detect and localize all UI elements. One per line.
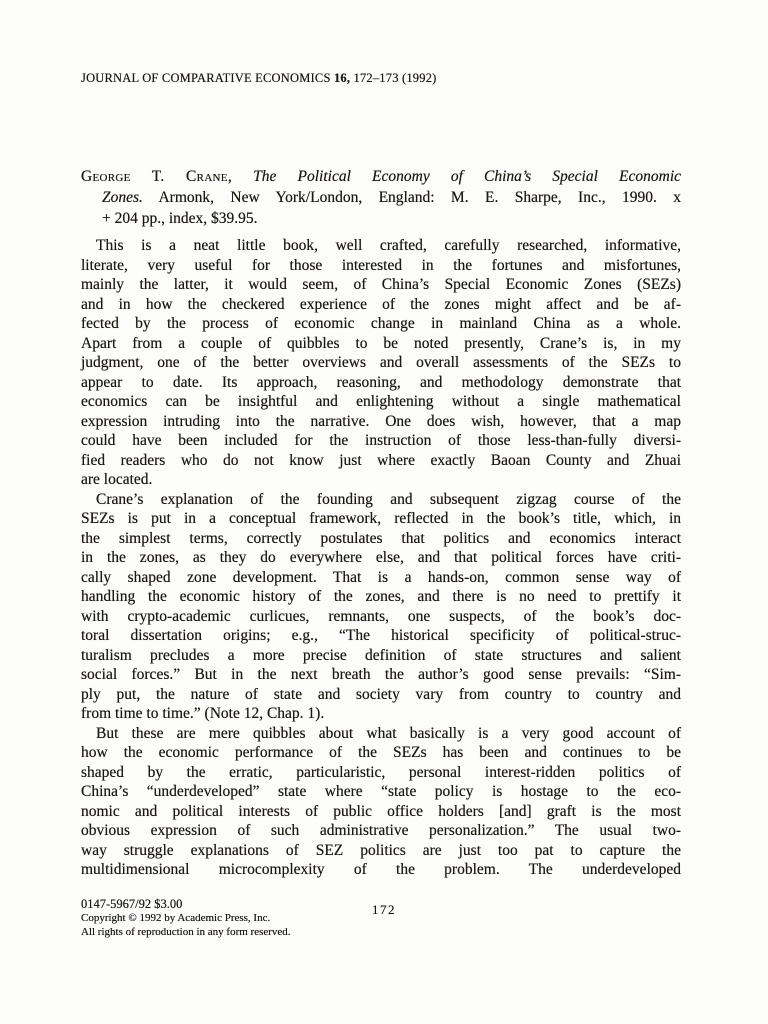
text-line: and in how the checkered experience of the zones might affect and be af- <box>81 295 681 313</box>
text-line: But these are mere quibbles about what basically is a very good account of <box>96 724 681 742</box>
text-line: This is a neat little book, well crafted, carefully researched, informative, <box>96 237 681 254</box>
text-line: expression intruding into the narrative. One does wish, however, that a map <box>81 412 681 430</box>
text-line: Crane’s explanation of the founding and subsequent zigzag course of the <box>96 490 681 508</box>
text-line: cally shaped zone development. That is a hands-on, common sense way of <box>81 568 681 586</box>
text-line: nomic and political interests of public office holders [and] graft is the most <box>81 802 681 820</box>
book-author: George T. Crane, <box>81 168 232 185</box>
citation-line-3 <box>81 208 681 229</box>
text-line: toral dissertation origins; e.g., “The historical specificity of political-struc- <box>81 627 681 644</box>
text-line: mainly the latter, it would seem, of China’s Special Economic Zones (SEZs) <box>81 276 681 293</box>
text-line: social forces.” But in the next breath the author’s good sense prevails: “Sim- <box>81 666 681 683</box>
text-line: Apart from a couple of quibbles to be noted presently, Crane’s is, in my <box>81 334 681 352</box>
citation-line-1 <box>81 166 681 187</box>
book-title-part-2: Zones. <box>102 189 143 206</box>
text-line: way struggle explanations of SEZ politics are just too pat to capture the <box>81 841 681 859</box>
text-line: handling the economic history of the zones, and there is no need to prettify it <box>81 588 681 605</box>
copyright-line: Copyright © 1992 by Academic Press, Inc. <box>81 912 271 924</box>
text-line: China’s “underdeveloped” state where “state policy is hostage to the eco- <box>81 783 681 800</box>
text-line: with crypto-academic curlicues, remnants, one suspects, of the book’s doc- <box>81 607 681 625</box>
text-line: economics can be insightful and enlightening without a single mathematical <box>81 393 681 410</box>
issn-price-line: 0147-5967/92 $3.00 <box>81 897 183 911</box>
text-line: could have been included for the instruction of those less-than-fully diversi- <box>81 432 681 449</box>
page-range: 172–173 (1992) <box>353 71 437 85</box>
book-citation <box>81 166 681 229</box>
paragraph-1 <box>81 236 681 490</box>
text-line: fied readers who do not know just where exactly Baoan County and Zhuai <box>81 451 681 469</box>
page-number: 172 <box>372 902 396 917</box>
volume-number: 16, <box>333 71 351 85</box>
text-line: obvious expression of such administrative personalization.” The usual two- <box>81 822 681 839</box>
book-title-part-1: The Political Economy of China’s Special Economic <box>253 168 681 185</box>
journal-name: JOURNAL OF COMPARATIVE ECONOMICS <box>81 71 331 85</box>
text-line: from time to time.” (Note 12, Chap. 1). <box>81 705 325 722</box>
paragraph-3 <box>81 724 681 880</box>
text-line: multidimensional microcomplexity of the problem. The underdeveloped <box>81 861 681 878</box>
text-line: appear to date. Its approach, reasoning, and methodology demonstrate that <box>81 373 681 391</box>
text-line: SEZs is put in a conceptual framework, reflected in the book’s title, which, in <box>81 510 681 527</box>
text-line: judgment, one of the better overviews and overall assessments of the SEZs to <box>81 354 681 371</box>
text-line: shaped by the erratic, particularistic, personal interest-ridden politics of <box>81 763 681 781</box>
text-line: fected by the process of economic change in mainland China as a whole. <box>81 315 681 332</box>
rights-reserved-line: All rights of reproduction in any form reserved. <box>81 925 291 938</box>
citation-line-2 <box>81 187 681 208</box>
text-line: are located. <box>81 471 153 488</box>
text-line: the simplest terms, correctly postulates that politics and economics interact <box>81 529 681 547</box>
book-imprint: Armonk, New York/London, England: M. E. Sharpe, Inc., 1990. x <box>158 189 681 206</box>
paragraph-2 <box>81 490 681 724</box>
running-head <box>81 71 437 86</box>
text-line: how the economic performance of the SEZs has been and continues to be <box>81 744 681 761</box>
text-line: in the zones, as they do everywhere else, and that political forces have criti- <box>81 549 681 566</box>
text-line: ply put, the nature of state and society vary from country to country and <box>81 685 681 703</box>
text-line: turalism precludes a more precise definition of state structures and salient <box>81 646 681 664</box>
book-imprint-continued: + 204 pp., index, $39.95. <box>102 210 258 227</box>
review-body <box>81 236 681 880</box>
text-line: literate, very useful for those interested in the fortunes and misfortunes, <box>81 256 681 274</box>
